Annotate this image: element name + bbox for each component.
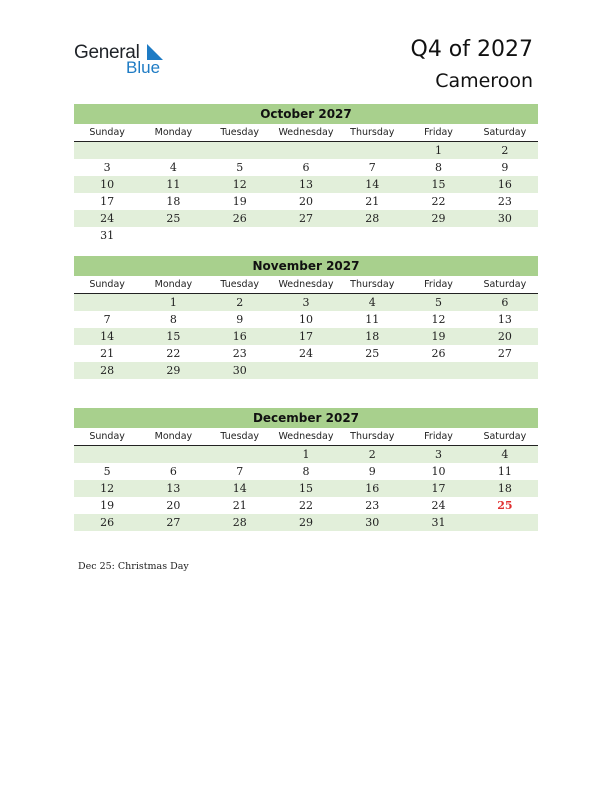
empty-day-cell [472,514,538,531]
empty-day-cell [339,227,405,244]
day-cell: 14 [339,176,405,193]
week-row [74,345,538,362]
page-title: Q4 of 2027 [410,37,533,62]
week-row [74,497,538,514]
weekday-label: Monday [140,276,206,294]
day-cell: 14 [207,480,273,497]
day-cell: 31 [405,514,471,531]
empty-day-cell [339,142,405,160]
day-cell: 29 [405,210,471,227]
week-row [74,446,538,464]
weekday-header-row [74,428,538,446]
day-cell: 8 [435,161,443,174]
day-cell: 8 [302,465,310,478]
day-cell: 16 [339,480,405,497]
empty-day-cell [74,142,140,160]
week-row [74,328,538,345]
calendar-table [74,276,538,379]
day-cell: 21 [365,195,380,208]
day-cell: 1 [405,142,471,160]
day-cell: 12 [74,480,140,497]
empty-day-cell [207,446,273,464]
day-cell: 18 [339,328,405,345]
weekday-label: Saturday [472,428,538,446]
weekday-label: Wednesday [273,276,339,294]
day-cell: 9 [236,313,244,326]
day-cell: 1 [273,446,339,464]
empty-day-cell [273,227,339,244]
day-cell: 24 [431,499,446,512]
week-row [74,311,538,328]
week-row [74,294,538,312]
weekday-label: Monday [140,124,206,142]
day-cell: 25 [365,347,380,360]
month-october [74,104,538,244]
day-cell: 22 [298,499,313,512]
day-cell: 18 [472,480,538,497]
empty-day-cell [339,362,405,379]
day-cell: 23 [497,195,512,208]
day-cell: 26 [74,514,140,531]
day-cell: 15 [405,176,471,193]
day-cell: 30 [339,514,405,531]
day-cell: 17 [100,195,115,208]
empty-day-cell [74,294,140,312]
logo-blue-text: Blue [126,58,161,77]
day-cell: 5 [405,294,471,312]
day-cell: 2 [207,294,273,312]
day-cell: 27 [140,514,206,531]
calendar-table [74,124,538,244]
holiday-note: Dec 25: Christmas Day [78,561,189,572]
day-cell: 4 [472,446,538,464]
day-cell: 10 [74,176,140,193]
day-cell: 20 [166,499,181,512]
calendar-table [74,428,538,531]
weekday-label: Tuesday [207,124,273,142]
empty-day-cell [207,227,273,244]
empty-day-cell [207,142,273,160]
day-cell: 19 [232,195,247,208]
day-cell: 10 [298,313,313,326]
day-cell: 16 [207,328,273,345]
day-cell: 29 [273,514,339,531]
day-cell: 20 [298,195,313,208]
week-row [74,463,538,480]
day-cell: 22 [431,195,446,208]
day-cell: 28 [207,514,273,531]
day-cell: 17 [405,480,471,497]
weekday-label: Saturday [472,124,538,142]
day-cell: 11 [140,176,206,193]
day-cell: 11 [365,313,380,326]
day-cell: 18 [166,195,181,208]
country-name: Cameroon [435,70,533,92]
weekday-label: Monday [140,428,206,446]
weekday-header-row [74,276,538,294]
day-cell: 28 [74,362,140,379]
day-cell: 26 [207,210,273,227]
weekday-label: Tuesday [207,276,273,294]
week-row [74,159,538,176]
day-cell: 3 [273,294,339,312]
day-cell: 12 [431,313,446,326]
day-cell: 3 [103,161,111,174]
day-cell: 13 [140,480,206,497]
day-cell: 3 [405,446,471,464]
day-cell: 23 [232,347,247,360]
day-cell: 11 [497,465,512,478]
day-cell: 7 [103,313,111,326]
empty-day-cell [472,227,538,244]
month-title: October 2027 [74,104,538,124]
empty-day-cell [140,446,206,464]
empty-day-cell [405,227,471,244]
day-cell: 25 [497,499,513,512]
day-cell: 6 [169,465,177,478]
day-cell: 21 [232,499,247,512]
weekday-label: Sunday [74,124,140,142]
day-cell: 28 [339,210,405,227]
week-row [74,362,538,379]
weekday-label: Sunday [74,276,140,294]
day-cell: 15 [140,328,206,345]
day-cell: 12 [207,176,273,193]
day-cell: 9 [368,465,376,478]
weekday-label: Sunday [74,428,140,446]
month-november [74,256,538,379]
logo-general-text: General [74,42,140,63]
day-cell: 4 [339,294,405,312]
day-cell: 19 [100,499,115,512]
day-cell: 24 [298,347,313,360]
weekday-label: Tuesday [207,428,273,446]
day-cell: 1 [140,294,206,312]
day-cell: 31 [100,229,115,242]
week-row [74,514,538,531]
weekday-label: Wednesday [273,124,339,142]
weekday-label: Saturday [472,276,538,294]
empty-day-cell [74,446,140,464]
day-cell: 7 [368,161,376,174]
day-cell: 6 [302,161,310,174]
day-cell: 13 [497,313,512,326]
month-title: November 2027 [74,256,538,276]
day-cell: 14 [74,328,140,345]
day-cell: 27 [273,210,339,227]
day-cell: 9 [501,161,509,174]
week-row [74,227,538,244]
day-cell: 17 [273,328,339,345]
day-cell: 2 [472,142,538,160]
day-cell: 5 [236,161,244,174]
weekday-label: Thursday [339,124,405,142]
weekday-label: Thursday [339,276,405,294]
empty-day-cell [273,362,339,379]
day-cell: 21 [100,347,115,360]
empty-day-cell [405,362,471,379]
week-row [74,193,538,210]
generalblue-logo [74,42,174,78]
day-cell: 30 [207,362,273,379]
day-cell: 20 [472,328,538,345]
empty-day-cell [472,362,538,379]
day-cell: 16 [472,176,538,193]
weekday-label: Friday [405,428,471,446]
day-cell: 27 [497,347,512,360]
day-cell: 19 [405,328,471,345]
day-cell: 30 [472,210,538,227]
empty-day-cell [140,142,206,160]
day-cell: 29 [140,362,206,379]
day-cell: 4 [169,161,177,174]
day-cell: 8 [169,313,177,326]
weekday-header-row [74,124,538,142]
week-row [74,210,538,227]
day-cell: 15 [273,480,339,497]
month-december [74,408,538,531]
day-cell: 10 [431,465,446,478]
weekday-label: Wednesday [273,428,339,446]
day-cell: 5 [103,465,111,478]
week-row [74,176,538,193]
weekday-label: Friday [405,276,471,294]
month-title: December 2027 [74,408,538,428]
empty-day-cell [140,227,206,244]
day-cell: 22 [166,347,181,360]
day-cell: 2 [339,446,405,464]
day-cell: 23 [365,499,380,512]
empty-day-cell [273,142,339,160]
day-cell: 24 [74,210,140,227]
day-cell: 6 [472,294,538,312]
day-cell: 25 [140,210,206,227]
week-row [74,480,538,497]
day-cell: 13 [273,176,339,193]
weekday-label: Thursday [339,428,405,446]
day-cell: 7 [236,465,244,478]
week-row [74,142,538,160]
day-cell: 26 [431,347,446,360]
weekday-label: Friday [405,124,471,142]
